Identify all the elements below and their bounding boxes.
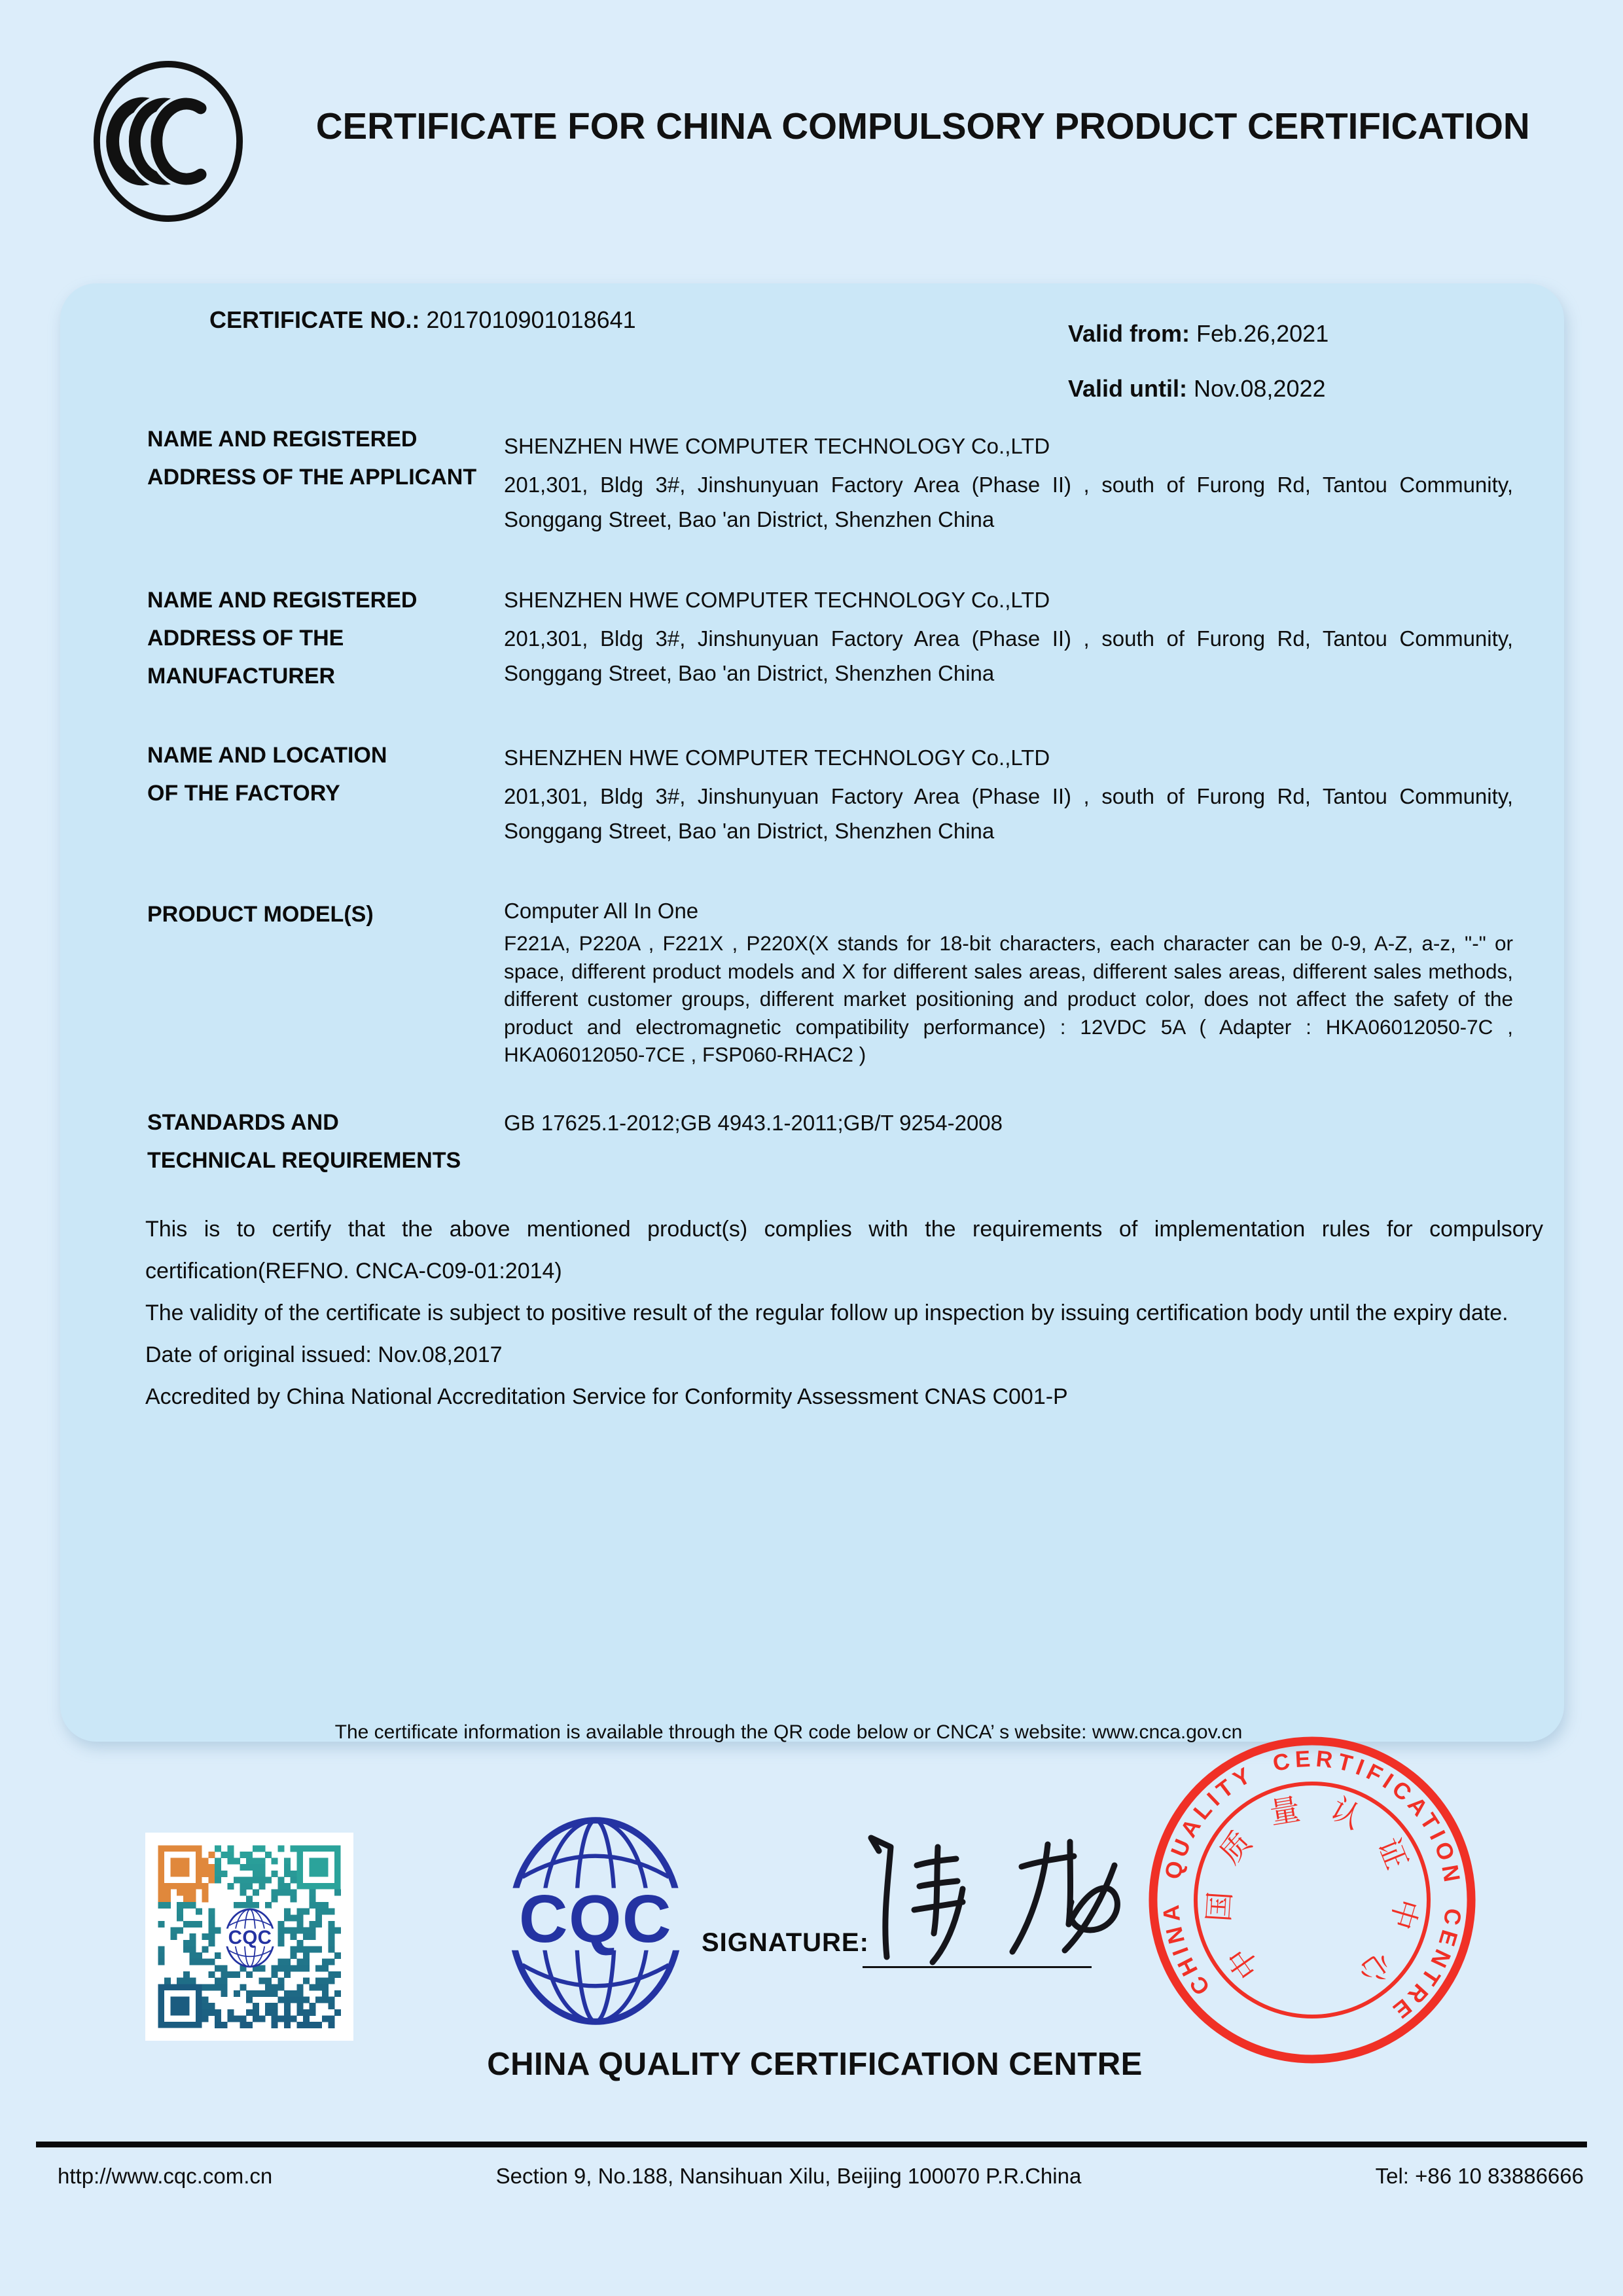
factory-name: SHENZHEN HWE COMPUTER TECHNOLOGY Co.,LTD: [504, 745, 1050, 770]
valid-from-label: Valid from:: [1068, 320, 1190, 347]
page-title: CERTIFICATE FOR CHINA COMPULSORY PRODUCT CERTIFICATION: [315, 105, 1530, 147]
certificate-number-value: 2017010901018641: [426, 306, 636, 333]
statement-original-date: Date of original issued: Nov.08,2017: [145, 1342, 503, 1367]
applicant-address: 201,301, Bldg 3#, Jinshunyuan Factory Area (Phase II) , south of Furong Rd, Tantou Community, Songgang Street, Bao 'an District, Shenzhen China: [504, 473, 1513, 531]
cqc-globe-large: [503, 1813, 688, 2029]
org-name-heading: CHINA QUALITY CERTIFICATION CENTRE: [487, 2047, 1143, 2082]
manufacturer-label-line: ADDRESS OF THE: [147, 626, 344, 651]
standards-label: [147, 1103, 506, 1179]
factory-address: 201,301, Bldg 3#, Jinshunyuan Factory Area (Phase II) , south of Furong Rd, Tantou Community, Songgang Street, Bao 'an District, Shenzhen China: [504, 784, 1513, 843]
valid-from-value: Feb.26,2021: [1196, 320, 1329, 347]
validity-block: [1068, 306, 1329, 416]
applicant-label-line: ADDRESS OF THE APPLICANT: [147, 465, 477, 490]
factory-label-line: NAME AND LOCATION: [147, 743, 387, 768]
applicant-name: SHENZHEN HWE COMPUTER TECHNOLOGY Co.,LTD: [504, 434, 1050, 458]
manufacturer-label: [147, 581, 506, 695]
footer-telephone: Tel: +86 10 83886666: [1375, 2164, 1584, 2188]
applicant-label-line: NAME AND REGISTERED: [147, 427, 418, 452]
footer-address: Section 9, No.188, Nansihuan Xilu, Beijing 100070 P.R.China: [495, 2164, 1082, 2188]
cqc-globe-small: [223, 1907, 277, 1969]
red-seal-stamp: [1142, 1730, 1482, 2070]
manufacturer-value: [504, 586, 1513, 691]
footer-website: http://www.cqc.com.cn: [58, 2164, 273, 2188]
product-label: PRODUCT MODEL(S): [147, 902, 374, 927]
qr-info-note: The certificate information is available through the QR code below or CNCA’ s website: www.cnca.gov.cn: [334, 1721, 1243, 1743]
standards-value: GB 17625.1-2012;GB 4943.1-2011;GB/T 9254-2008: [504, 1111, 1003, 1135]
factory-label-line: OF THE FACTORY: [147, 781, 340, 806]
statement-accreditation: Accredited by China National Accreditation Service for Conformity Assessment CNAS C001-P: [145, 1384, 1068, 1409]
svg-text:CQC: CQC: [228, 1927, 272, 1949]
manufacturer-label-line: MANUFACTURER: [147, 664, 336, 689]
certification-statements: [145, 1208, 1543, 1418]
svg-text:CQC: CQC: [518, 1880, 673, 1957]
valid-until-row: [1068, 361, 1329, 416]
statement-validity: The validity of the certificate is subject to positive result of the regular follow up inspection by issuing certification body until the expiry date.: [145, 1300, 1508, 1325]
factory-label: [147, 736, 506, 812]
stamp-chinese-text: 中国质量认证中心: [1201, 1787, 1425, 2005]
manufacturer-label-line: NAME AND REGISTERED: [147, 588, 418, 613]
standards-label-line: TECHNICAL REQUIREMENTS: [147, 1148, 461, 1173]
product-value: [504, 897, 1513, 1069]
valid-until-value: Nov.08,2022: [1194, 375, 1326, 402]
certificate-number-row: [209, 306, 636, 334]
manufacturer-name: SHENZHEN HWE COMPUTER TECHNOLOGY Co.,LTD: [504, 588, 1050, 612]
product-description: F221A, P220A , F221X , P220X(X stands for 18-bit characters, each character can be 0-9, A-Z, a-z, "-" or space, different product models and X for different sales areas, different sales areas, different sales methods, different customer groups, different market positioning and product color, does not affect the safety of the product and electromagnetic compatibility performance) : 12VDC 5A ( Adapter : HKA06012050-7C , HKA06012050-7CE , FSP060-RHAC2 ): [504, 931, 1513, 1066]
applicant-value: [504, 432, 1513, 537]
statement-certify: This is to certify that the above mentioned product(s) complies with the requirements of implementation rules for compulsory certification(REFNO. CNCA-C09-01:2014): [145, 1217, 1543, 1283]
svg-text:CHINA QUALITY CERTIFICATION CE: [1142, 1730, 1482, 2070]
signature-handwriting: [854, 1826, 1135, 1973]
valid-from-row: [1068, 306, 1329, 361]
manufacturer-address: 201,301, Bldg 3#, Jinshunyuan Factory Area (Phase II) , south of Furong Rd, Tantou Community, Songgang Street, Bao 'an District, Shenzhen China: [504, 626, 1513, 685]
footer-divider: [36, 2142, 1587, 2147]
signature-line: [863, 1966, 1092, 1968]
certificate-number-label: CERTIFICATE NO.:: [209, 306, 420, 333]
applicant-label: [147, 420, 506, 496]
ccc-logo-icon: [90, 60, 246, 223]
factory-value: [504, 744, 1513, 848]
standards-label-line: STANDARDS AND: [147, 1110, 339, 1135]
valid-until-label: Valid until:: [1068, 375, 1188, 402]
stamp-english-text: CHINA QUALITY CERTIFICATION CENTRE: [1158, 1746, 1467, 2026]
signature-label: SIGNATURE:: [702, 1928, 869, 1957]
product-category: Computer All In One: [504, 899, 699, 923]
